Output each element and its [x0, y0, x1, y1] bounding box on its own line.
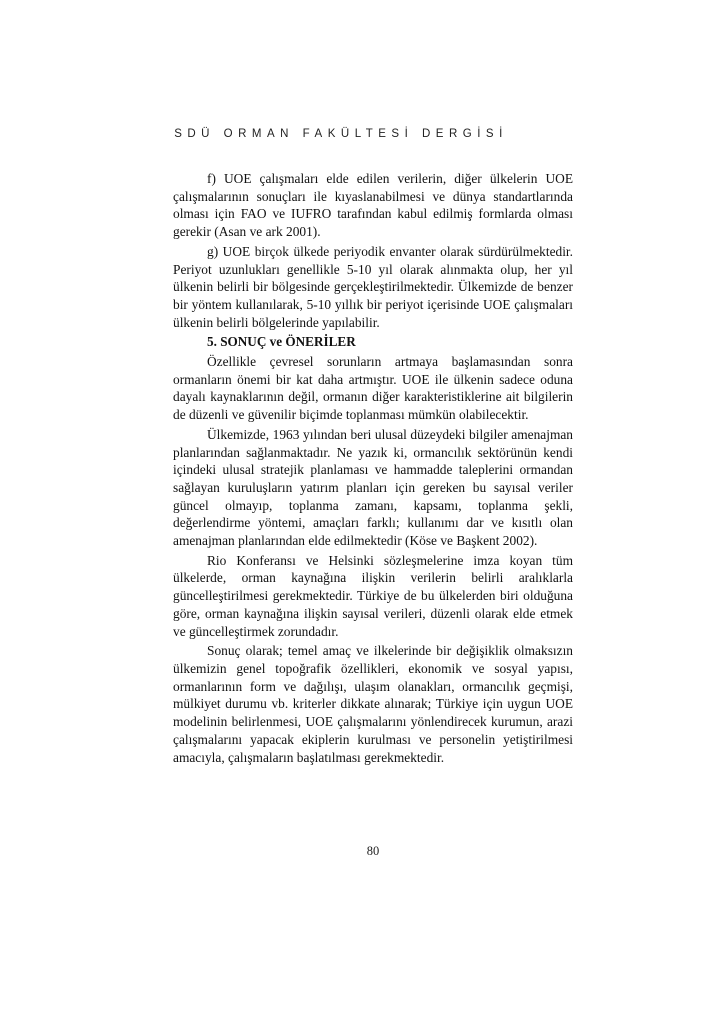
paragraph-item-g: g) UOE birçok ülkede periyodik envanter olarak sürdürülmektedir. Periyot uzunlukları genellikle 5-10 yıl olarak alınmakta olup, her yıl ülkenin belirli bir bölgesinde gerçekleştirilmektedir. Ülkemizde de benzer bir yöntem kullanılarak, 5-10 yıllık bir periyot içerisinde UOE çalışmaları ülkenin belirli bölgelerinde yapılabilir.	[173, 243, 573, 330]
paragraph-conclusion-4: Sonuç olarak; temel amaç ve ilkelerinde bir değişiklik olmaksızın ülkemizin genel topoğrafik özellikleri, ekonomik ve sosyal yapısı, ormanlarının form ve dağılışı, ulaşım olanakları, ormancılık geçmişi, mülkiyet durumu vb. kriterler dikkate alınarak; Türkiye için uygun UOE modelinin belirlenmesi, UOE çalışmalarını yönlendirecek kurumun, arazi çalışmalarını yapacak ekiplerin kurulması ve personelin yetiştirilmesi amacıyla, çalışmaların başlatılması gerekmektedir.	[173, 643, 573, 765]
body-text	[173, 170, 573, 768]
paragraph-conclusion-3: Rio Konferansı ve Helsinki sözleşmelerine imza koyan tüm ülkelerde, orman kaynağına ilişkin verilerin belirli aralıklarla güncelleştirilmesi gerekmektedir. Türkiye de bu ülkelerden biri olduğuna göre, orman kaynağına ilişkin sayısal verileri, düzenli olarak elde etmek ve güncelleştirmek zorundadır.	[173, 552, 573, 639]
paragraph-item-f: f) UOE çalışmaları elde edilen verilerin, diğer ülkelerin UOE çalışmalarının sonuçları ile kıyaslanabilmesi ve dünya standartlarında olması için FAO ve IUFRO tarafından kabul edilmiş formlarda olması gerekir (Asan ve ark 2001).	[173, 171, 573, 240]
paragraph-conclusion-2: Ülkemizde, 1963 yılından beri ulusal düzeydeki bilgiler amenajman planlarından sağlanmaktadır. Ne yazık ki, ormancılık sektörünün kendi içindeki ulusal stratejik planlaması ve hammadde taleplerini ormandan sağlayan kuruluşların yatırım planları için gereken bu sayısal veriler güncel olmayıp, toplanma zamanı, kapsamı, toplanma şekli, değerlendirme yöntemi, amaçları farklı; kullanımı dar ve kısıtlı olan amenajman planlarından elde edilmektedir (Köse ve Başkent 2002).	[173, 426, 573, 549]
section-heading: 5. SONUÇ ve ÖNERİLER	[207, 334, 356, 350]
journal-header: SDÜ ORMAN FAKÜLTESİ DERGİSİ	[174, 128, 508, 140]
page-number: 80	[366, 844, 380, 858]
paragraph-conclusion-1: Özellikle çevresel sorunların artmaya başlamasından sonra ormanların önemi bir kat daha artmıştır. UOE ile ülkenin sadece oduna dayalı kaynaklarının değil, ormanın diğer karakteristiklerine ait bilgilerin de düzenli ve güvenilir biçimde toplanması mümkün olabilecektir.	[173, 354, 573, 423]
